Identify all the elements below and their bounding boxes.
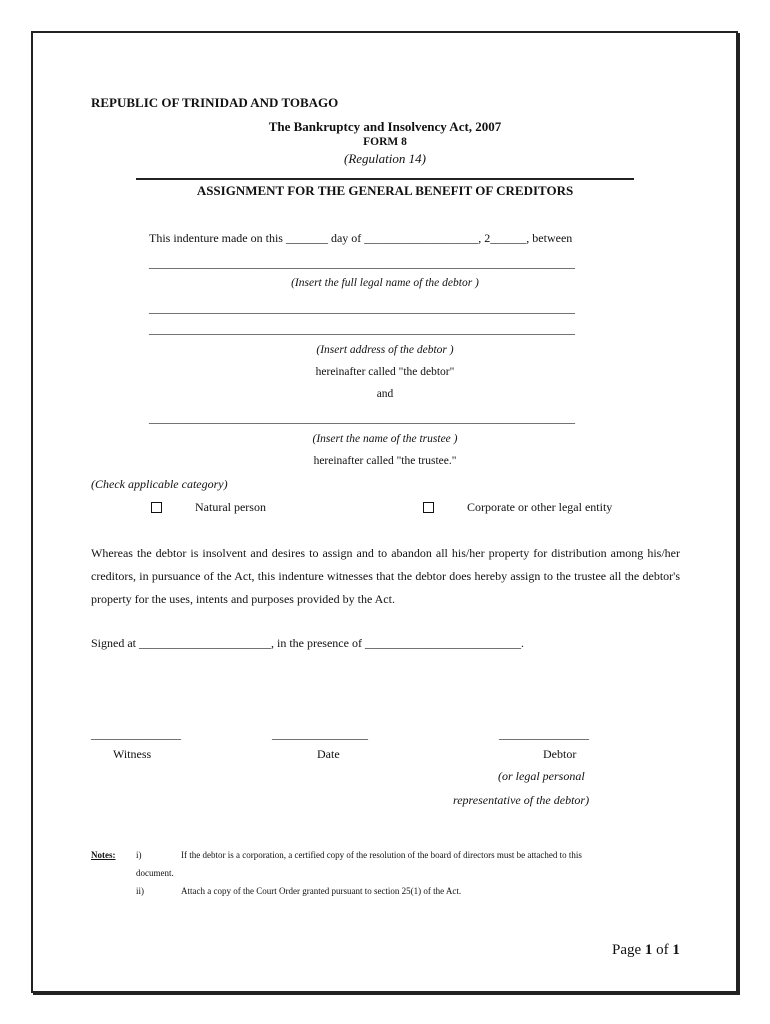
note-1-text: If the debtor is a corporation, a certified copy of the resolution of the board of directors must be attached to this <box>181 850 582 860</box>
debtor-called-text: hereinafter called "the debtor" <box>315 366 455 378</box>
regulation-ref: (Regulation 14) <box>344 151 426 166</box>
natural-person-checkbox[interactable] <box>151 502 162 513</box>
witness-signature-line[interactable]: _______________ <box>91 727 181 741</box>
debtor-name-hint: (Insert the full legal name of the debtor ) <box>291 277 479 289</box>
debtor-address-field-1[interactable]: _______________________________________________________________________ <box>149 301 575 315</box>
title-rule <box>136 178 634 180</box>
date-label: Date <box>317 747 340 761</box>
corporate-entity-checkbox[interactable] <box>423 502 434 513</box>
country-heading: REPUBLIC OF TRINIDAD AND TOBAGO <box>91 95 339 110</box>
debtor-name-field[interactable]: _______________________________________________________________________ <box>149 256 575 270</box>
debtor-signature-line[interactable]: _______________ <box>499 727 589 741</box>
natural-person-label: Natural person <box>195 500 266 514</box>
form-title: ASSIGNMENT FOR THE GENERAL BENEFIT OF CREDITORS <box>196 183 574 198</box>
page-prefix: Page <box>612 942 645 958</box>
form-number: FORM 8 <box>363 136 407 148</box>
page-of: of <box>652 942 673 958</box>
note-1-number: i) <box>136 850 142 860</box>
date-signature-line[interactable]: ________________ <box>272 727 368 741</box>
notes-label: Notes: <box>91 850 116 860</box>
debtor-address-field-2[interactable]: _______________________________________________________________________ <box>149 322 575 336</box>
debtor-note-2: representative of the debtor) <box>453 793 590 807</box>
whereas-paragraph: Whereas the debtor is insolvent and desires to assign and to abandon all his/her property for distribution among his/her creditors, in pursuance of the Act, this indenture witnesses that the debtor does hereby assign to the trustee all the debtor's property for the uses, intents and purposes provided by the Act. <box>91 546 680 606</box>
witness-label: Witness <box>113 747 152 761</box>
page-current: 1 <box>644 942 653 958</box>
note-2-number: ii) <box>136 886 144 896</box>
document-frame <box>31 31 738 993</box>
corporate-entity-label: Corporate or other legal entity <box>467 500 613 514</box>
debtor-address-hint: (Insert address of the debtor ) <box>316 344 454 356</box>
signed-at-line[interactable]: Signed at ______________________, in the presence of __________________________. <box>91 636 524 650</box>
page-number <box>612 942 680 959</box>
page-total: 1 <box>672 942 680 958</box>
and-text: and <box>376 388 394 400</box>
note-1-continuation: document. <box>136 868 174 878</box>
indenture-line: This indenture made on this _______ day of ___________________, 2______, between <box>149 231 573 245</box>
debtor-label: Debtor <box>543 747 577 761</box>
trustee-called-text: hereinafter called "the trustee." <box>313 455 457 467</box>
debtor-note-1: (or legal personal <box>498 769 585 783</box>
act-title: The Bankruptcy and Insolvency Act, 2007 <box>268 119 502 134</box>
trustee-name-hint: (Insert the name of the trustee ) <box>312 433 458 445</box>
trustee-name-field[interactable]: _______________________________________________________________________ <box>149 411 575 425</box>
category-prompt: (Check applicable category) <box>91 477 228 491</box>
note-2-text: Attach a copy of the Court Order granted pursuant to section 25(1) of the Act. <box>181 886 462 896</box>
